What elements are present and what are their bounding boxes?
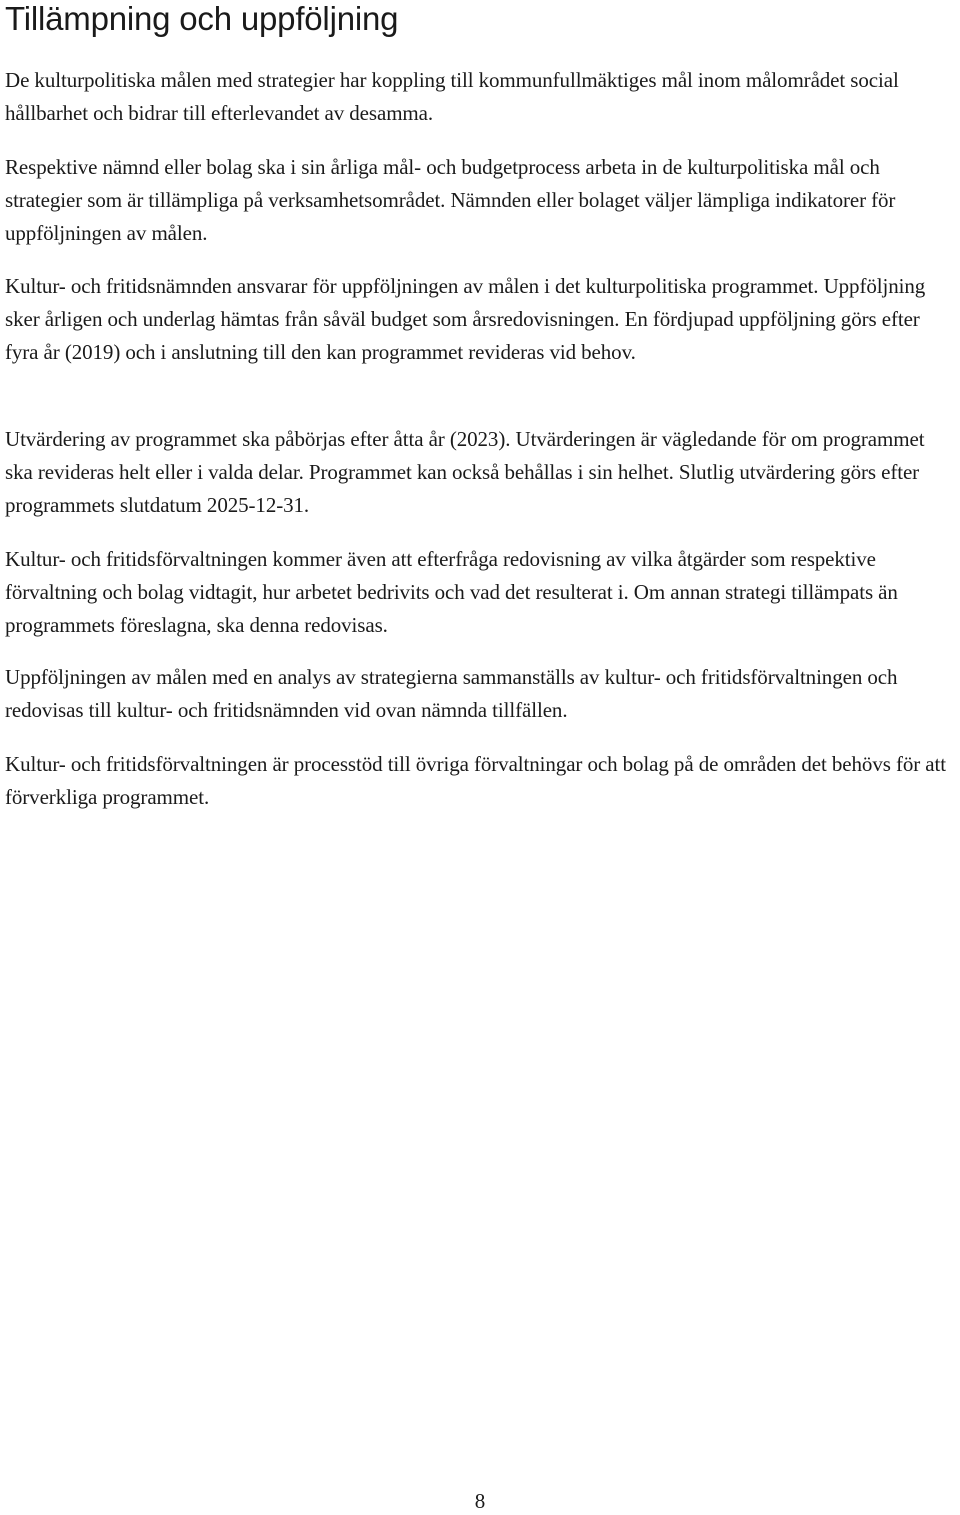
paragraph-goals-link: De kulturpolitiska målen med strategier har koppling till kommunfullmäktiges mål inom målområdet social hållbarhet och bidrar till efterlevandet av desamma. <box>5 68 899 125</box>
page-number: 8 <box>474 1489 486 1513</box>
document-page <box>5 0 955 809</box>
paragraph-analysis-compilation: Uppföljningen av målen med en analys av strategierna sammanställs av kultur- och fritidsförvaltningen och redovisas till kultur- och fritidsnämnden vid ovan nämnda tillfällen. <box>5 665 898 722</box>
paragraph-evaluation: Utvärdering av programmet ska påbörjas efter åtta år (2023). Utvärderingen är vägledande för om programmet ska revideras helt eller i valda delar. Programmet kan också behållas i sin helhet. Slutlig utvärdering görs efter programmets slutdatum 2025-12-31. <box>5 427 925 517</box>
paragraph-follow-up-responsibility: Kultur- och fritidsnämnden ansvarar för uppföljningen av målen i det kulturpolitiska programmet. Uppföljning sker årligen och underlag hämtas från såväl budget som årsredovisningen. En fördjupad uppföljning görs efter fyra år (2019) och i anslutning till den kan programmet revideras vid behov. <box>5 274 926 364</box>
paragraph-reporting-request: Kultur- och fritidsförvaltningen kommer även att efterfråga redovisning av vilka åtgärder som respektive förvaltning och bolag vidtagit, hur arbetet bedrivits och vad det resulterat i. Om annan strategi tillämpats än programmets föreslagna, ska denna redovisas. <box>5 547 898 637</box>
paragraph-process-support: Kultur- och fritidsförvaltningen är processtöd till övriga förvaltningar och bolag på de områden det behövs för att förverkliga programmet. <box>5 752 946 809</box>
paragraph-budget-process: Respektive nämnd eller bolag ska i sin årliga mål- och budgetprocess arbeta in de kulturpolitiska mål och strategier som är tillämpliga på verksamhetsområdet. Nämnden eller bolaget väljer lämpliga indikatorer för uppföljningen av målen. <box>5 155 896 245</box>
page-title: Tillämpning och uppföljning <box>5 0 399 37</box>
